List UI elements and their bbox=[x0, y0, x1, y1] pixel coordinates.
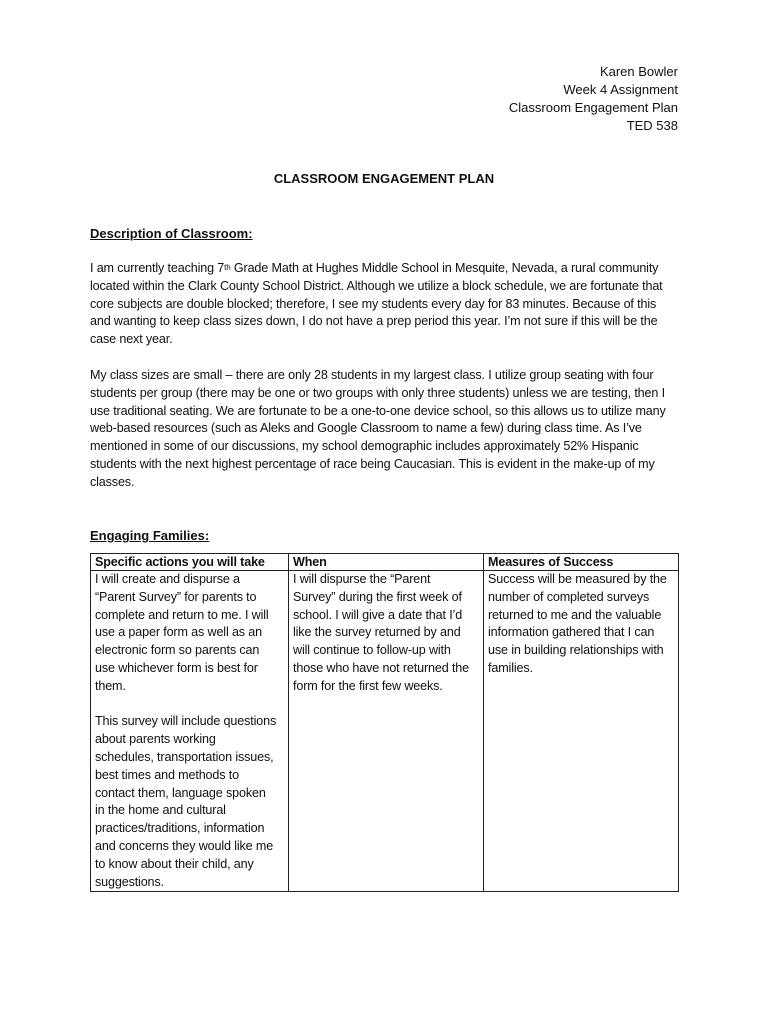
cell-line: suggestions. bbox=[95, 874, 164, 889]
paragraph-line: mentioned in some of our discussions, my school demographic includes approximately 52% Hispanic bbox=[90, 439, 639, 454]
course-code: TED 538 bbox=[626, 118, 678, 133]
engagement-table bbox=[90, 553, 679, 892]
document-header bbox=[509, 63, 678, 135]
paragraph-line: I am currently teaching 7th Grade Math at Hughes Middle School in Mesquite, Nevada, a rural community bbox=[90, 261, 659, 275]
document-subtitle: Classroom Engagement Plan bbox=[508, 100, 678, 115]
cell-line: form for the first few weeks. bbox=[293, 678, 443, 693]
cell-line: “Parent Survey” for parents to bbox=[95, 589, 257, 604]
cell-line: use whichever form is best for bbox=[95, 660, 258, 675]
cell-line: Survey” during the first week of bbox=[293, 589, 462, 604]
document-title: CLASSROOM ENGAGEMENT PLAN bbox=[273, 171, 495, 186]
cell-line: use in building relationships with bbox=[488, 643, 664, 658]
description-paragraph-2 bbox=[90, 367, 680, 492]
paragraph-line: students with the next highest percentage of race being Caucasian. This is evident in the make-up of my bbox=[90, 456, 655, 471]
cell-line: number of completed surveys bbox=[488, 589, 650, 604]
paragraph-line: students per group (there may be one or two groups with only three students) unless we are testing, then I bbox=[90, 385, 665, 400]
cell-line: contact them, language spoken bbox=[95, 785, 266, 800]
cell-line: those who have not returned the bbox=[293, 660, 469, 675]
cell-line: I will create and dispurse a bbox=[95, 572, 240, 586]
cell-line: This survey will include questions bbox=[95, 714, 277, 729]
paragraph-line: and wanting to keep class sizes down, I do not have a prep period this year. I’m not sure if this will be the bbox=[90, 314, 658, 329]
paragraph-line: case next year. bbox=[90, 332, 173, 347]
measures-cell bbox=[484, 571, 679, 892]
section-heading-families: Engaging Families: bbox=[90, 528, 210, 543]
table-row bbox=[91, 571, 679, 892]
cell-line: I will dispurse the “Parent bbox=[293, 572, 431, 586]
cell-line: electronic form so parents can bbox=[95, 643, 260, 658]
assignment-label: Week 4 Assignment bbox=[563, 82, 678, 97]
cell-line: to know about their child, any bbox=[95, 856, 254, 871]
actions-cell bbox=[91, 571, 289, 892]
cell-line: schedules, transportation issues, bbox=[95, 749, 274, 764]
cell-line: information gathered that I can bbox=[488, 625, 655, 640]
cell-line: will continue to follow-up with bbox=[293, 643, 451, 658]
column-header-actions: Specific actions you will take bbox=[91, 554, 289, 571]
paragraph-line: web-based resources (such as Aleks and Google Classroom to name a few) during class time. As I’ve bbox=[90, 421, 642, 436]
cell-line: practices/traditions, information bbox=[95, 821, 265, 836]
paragraph-line: classes. bbox=[90, 474, 135, 489]
cell-line: use a paper form as well as an bbox=[95, 625, 263, 640]
cell-line: and concerns they would like me bbox=[95, 838, 274, 853]
cell-line: them. bbox=[95, 678, 126, 693]
description-paragraph-1 bbox=[90, 260, 680, 349]
cell-line: like the survey returned by and bbox=[293, 625, 461, 640]
paragraph-line: My class sizes are small – there are only 28 students in my largest class. I utilize group seating with four bbox=[90, 368, 654, 382]
section-heading-description: Description of Classroom: bbox=[90, 226, 253, 241]
cell-line: Success will be measured by the bbox=[488, 572, 667, 586]
paragraph-gap bbox=[95, 696, 284, 714]
paragraph-line: use traditional seating. We are fortunate to be a one-to-one device school, so this allows us to utilize many bbox=[90, 403, 666, 418]
when-cell bbox=[289, 571, 484, 892]
cell-line: complete and return to me. I will bbox=[95, 607, 269, 622]
cell-line: best times and methods to bbox=[95, 767, 239, 782]
paragraph-line: core subjects are double blocked; therefore, I see my students every day for 83 minutes. Because of this bbox=[90, 296, 657, 311]
paragraph-line: located within the Clark County School District. Although we utilize a block schedule, we are fortunate that bbox=[90, 278, 663, 293]
cell-line: in the home and cultural bbox=[95, 803, 226, 818]
column-header-measures: Measures of Success bbox=[484, 554, 679, 571]
cell-line: returned to me and the valuable bbox=[488, 607, 662, 622]
cell-line: about parents working bbox=[95, 732, 216, 747]
table-header-row bbox=[91, 554, 679, 571]
column-header-when: When bbox=[289, 554, 484, 571]
cell-line: families. bbox=[488, 660, 533, 675]
cell-line: school. I will give a date that I’d bbox=[293, 607, 463, 622]
author-name: Karen Bowler bbox=[599, 64, 678, 79]
